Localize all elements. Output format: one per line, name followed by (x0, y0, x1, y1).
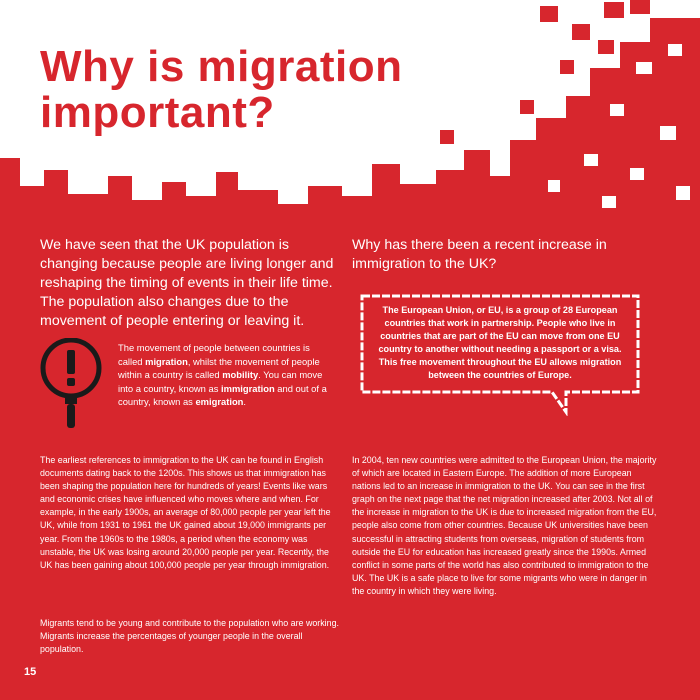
def-text-1: The movement of people between countries is called (118, 342, 310, 367)
term-emigration: emigration (195, 396, 244, 408)
page-number: 15 (24, 666, 37, 678)
title-line-1: Why is migration (40, 42, 403, 91)
def-text-3: . You can move into a country, known as (118, 369, 323, 394)
migration-definition (118, 341, 336, 409)
intro-paragraph: We have seen that the UK population is changing because people are living longer and reshaping the timing of events in their life time. The population also changes due to the movement of people entering or leaving it. (40, 237, 334, 329)
term-migration: migration (145, 355, 188, 367)
page-title (40, 44, 402, 136)
body-left-paragraph-2: Migrants tend to be young and contribute to the population who are working. Migrants increase the percentages of younger people in the overall population. (40, 618, 339, 655)
term-mobility: mobility (222, 369, 259, 381)
body-right-paragraph: In 2004, ten new countries were admitted to the European Union, the majority of which are located in Eastern Europe. The addition of more European nations led to an increase in immigration to the UK. You can see in the first graph on the next page that the net migration increased after 2003. Not all of the increase in migration to the UK is due to increased migration from the EU, people also come from other countries. Because UK universities have been successful in attracting students from overseas, migration of students from outside the EU for education has increased greatly since the 1990s. Armed conflict in some parts of the world has also contributed to immigration to the UK. The UK is a safe place to live for some migrants who were in danger in the country in which they were living. (352, 455, 657, 596)
def-text-5: . (243, 396, 247, 408)
warning-magnifier-icon (38, 338, 104, 430)
term-immigration: immigration (221, 382, 275, 394)
def-text-4: and out of a country, known as (118, 382, 327, 408)
eu-definition-text: The European Union, or EU, is a group of 28 European countries that work in partnership. People who live in countries that are part of the EU can move from one EU country to another without needing a passport or a visa. This free movement throughout the EU allows migration between the countries of Europe. (378, 305, 622, 381)
body-left-paragraph-1: The earliest references to immigration to the UK can be found in English documents dating back to the 1200s. This shows us that immigration has been shaping the population here for hundreds of years! Events like wars and economic crises have influenced who moves where and when. For example, in the early 1900s, an average of 80,000 people per year left the UK, while from 1931 to 1961 the UK gained about 19,000 immigrants per year. From the 1960s to the 1980s, a period when the economy was unstable, the UK was losing around 20,000 people per year. Recently, the UK has been gaining about 100,000 people per year through immigration. (40, 455, 331, 570)
section-question-heading: Why has there been a recent increase in immigration to the UK? (352, 237, 607, 272)
def-text-2: , whilst the movement of people within a country is called (118, 355, 320, 381)
title-line-2: important? (40, 88, 275, 137)
